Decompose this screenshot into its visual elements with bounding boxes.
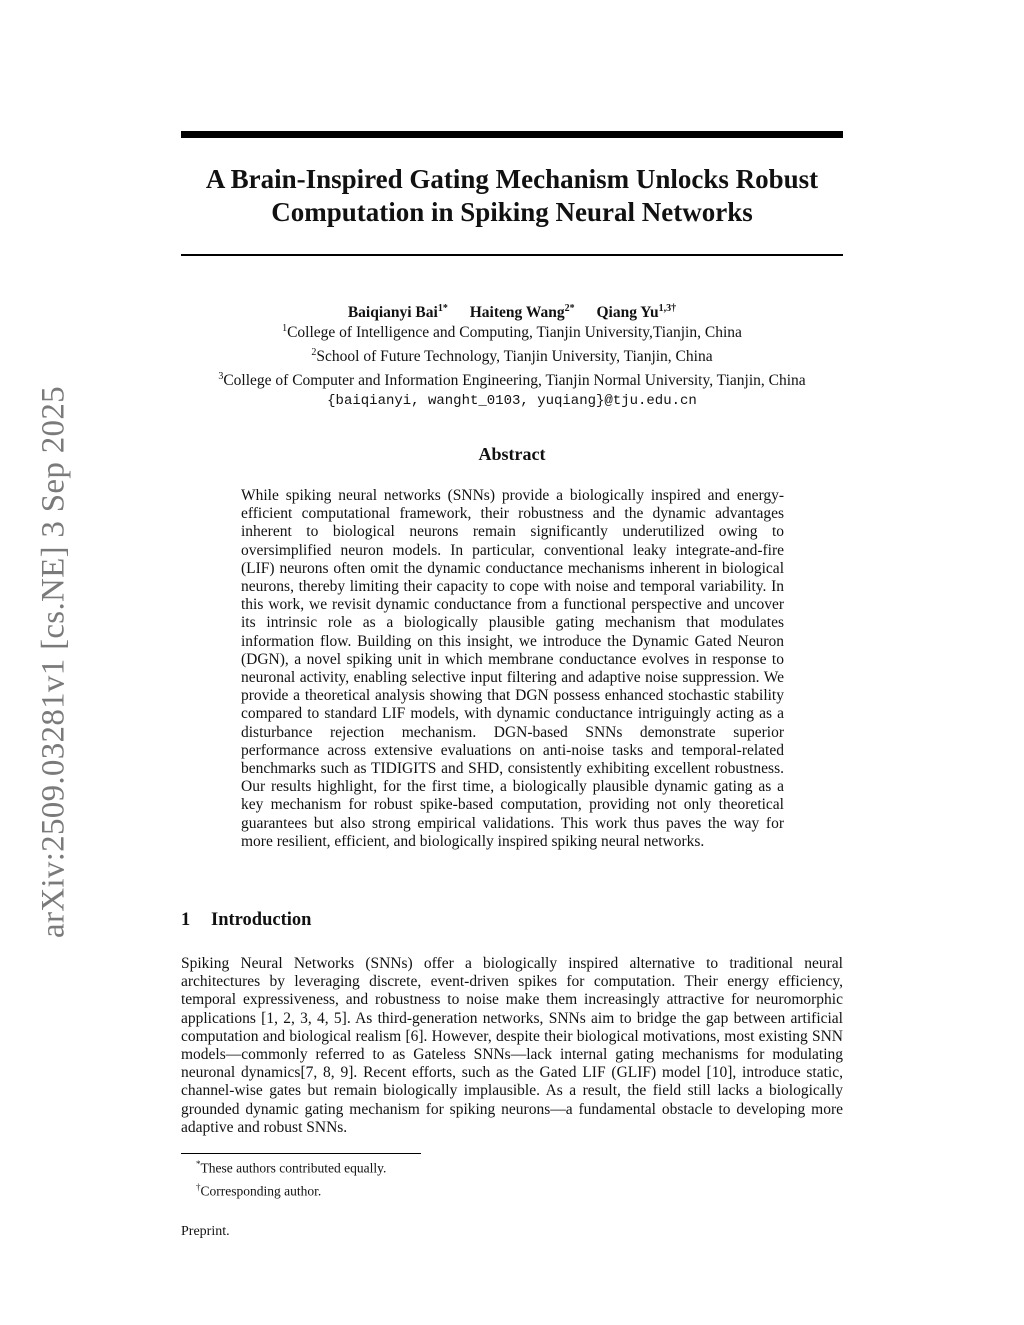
abstract-text: While spiking neural networks (SNNs) provide a biologically inspired and energy-efficient computational framework, their robustness and the dynamic advantages inherent to biological neurons remain significantly underutilized owing to oversimplified neuron models. In particular, conventional leaky integrate-and-fire (LIF) neurons often omit the dynamic conductance mechanisms inherent in biological neurons, thereby limiting their capacity to cope with noise and temporal variability. In this work, we revisit dynamic conductance from a functional perspective and uncover its intrinsic role as a biologically plausible gating mechanism that modulates information flow. Building on this insight, we introduce the Dynamic Gated Neuron (DGN), a novel spiking unit in which membrane conductance evolves in response to neuronal activity, enabling selective input filtering and adaptive noise suppression. We provide a theoretical analysis showing that DGN possess enhanced stochastic stability compared to standard LIF models, with dynamic conductance intriguingly acting as a disturbance rejection mechanism. DGN-based SNNs demonstrate superior performance across extensive evaluations on anti-noise tasks and temporal-related benchmarks such as TIDIGITS and SHD, consistently exhibiting excellent robustness. Our results highlight, for the first time, a biologically plausible dynamic gating as a key mechanism for robust spike-based computation, providing not only theoretical guarantees but also strong empirical validations. This work thus paves the way for more resilient, efficient, and biologically inspired spiking neural networks.	[241, 487, 784, 850]
footnote-text: These authors contributed equally.	[200, 1160, 387, 1176]
author-emails: {baiqianyi, wanght_0103, yuqiang}@tju.edu.cn	[327, 393, 697, 410]
author-name: Qiang Yu	[596, 304, 659, 322]
footnote-mark: †	[196, 1181, 201, 1192]
affiliation-number: 1	[282, 323, 288, 334]
affiliation-text: School of Future Technology, Tianjin University, Tianjin, China	[316, 348, 713, 366]
affiliation-line	[150, 367, 874, 391]
author-affiliation-mark: 1	[437, 303, 443, 314]
author-affiliation-mark: 1,3	[658, 303, 672, 314]
preprint-label: Preprint.	[181, 1224, 230, 1239]
title-top-rule	[181, 131, 843, 138]
section-number: 1	[181, 910, 191, 930]
affiliation-number: 3	[218, 371, 224, 383]
footnote	[196, 1155, 386, 1178]
title-bottom-rule	[181, 254, 843, 256]
author-name: Haiteng Wang	[469, 304, 565, 322]
affiliation-number: 2	[311, 347, 317, 359]
affiliation-block	[150, 319, 874, 411]
author-note-mark: *	[442, 303, 448, 314]
affiliation-text: College of Computer and Information Engineering, Tianjin Normal University, Tianjin, China	[223, 372, 806, 390]
footnote-text: Corresponding author.	[200, 1183, 322, 1198]
arxiv-identifier-stamp: arXiv:2509.03281v1 [cs.NE] 3 Sep 2025	[35, 386, 72, 938]
paper-title: A Brain-Inspired Gating Mechanism Unlocks Robust Computation in Spiking Neural Networks	[205, 164, 819, 227]
section-title: Introduction	[211, 910, 312, 930]
abstract-heading: Abstract	[478, 444, 546, 464]
footnote-rule	[181, 1153, 421, 1154]
section-heading	[181, 910, 311, 931]
author-note-mark: †	[671, 303, 677, 314]
affiliation-line	[150, 343, 874, 367]
footnote	[196, 1178, 386, 1201]
affiliation-line	[150, 319, 874, 343]
author-affiliation-mark: 2	[564, 303, 570, 314]
introduction-text: Spiking Neural Networks (SNNs) offer a biologically inspired alternative to traditional neural architectures by leveraging discrete, event-driven spikes for computation. Their energy efficiency, temporal expressiveness, and robustness to noise make them increasingly attractive for neuromorphic applications [1, 2, 3, 4, 5]. As third-generation networks, SNNs aim to bridge the gap between artificial computation and biological realism [6]. However, despite their biological motivations, most existing SNN models—commonly referred to as Gateless SNNs—lack internal gating mechanisms for modulating neuronal dynamics[7, 8, 9]. Recent efforts, such as the Gated LIF (GLIF) model [10], introduce static, channel-wise gates but remain biologically implausible. As a result, the field still lacks a biologically grounded dynamic gating mechanism for spiking neurons—a fundamental obstacle to developing more adaptive and robust SNNs.	[181, 955, 843, 1136]
affiliation-text: College of Intelligence and Computing, Tianjin University,Tianjin, China	[287, 324, 742, 342]
footnote-mark: *	[196, 1159, 201, 1169]
author-note-mark: *	[569, 303, 575, 314]
author-name: Baiqianyi Bai	[347, 304, 438, 322]
footnotes	[196, 1155, 386, 1200]
